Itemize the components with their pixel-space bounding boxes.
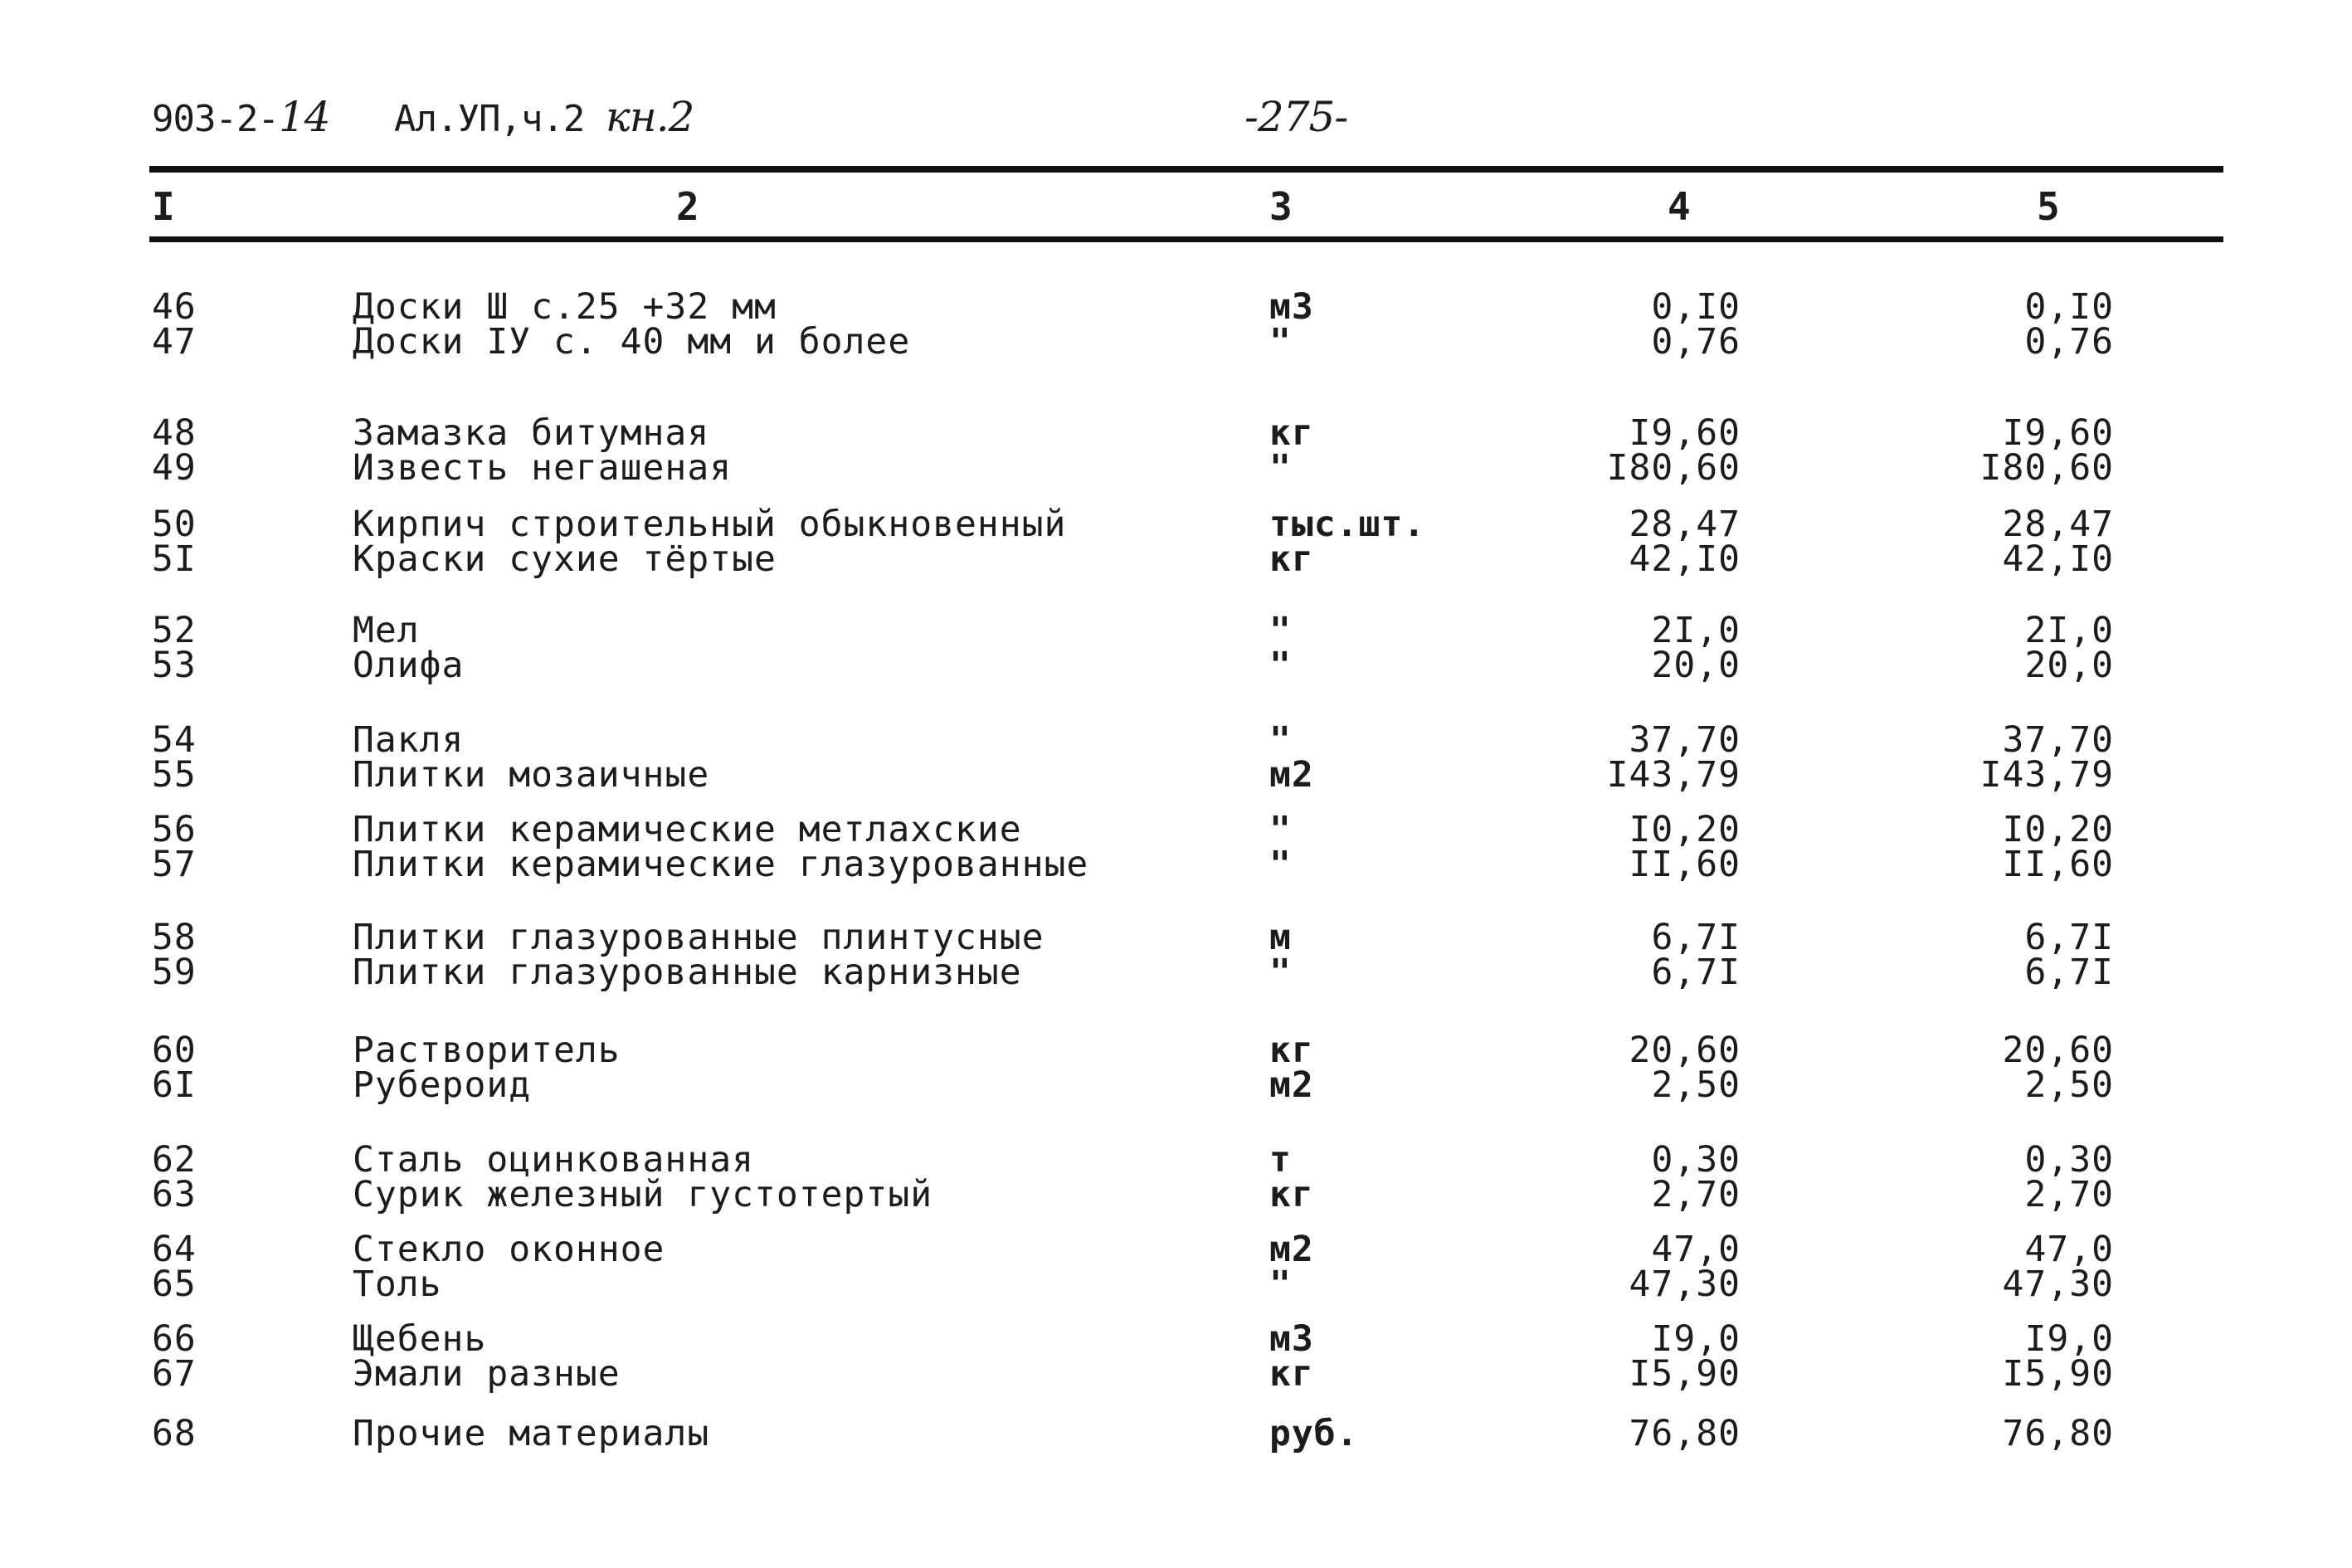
quantity-column-4: 0,76 (1651, 321, 1741, 363)
quantity-column-4: 28,47 (1629, 504, 1741, 545)
row-number: 56 (152, 809, 197, 850)
row-number: 64 (152, 1229, 197, 1270)
table-top-rule (149, 166, 2223, 173)
unit-of-measure: " (1269, 1264, 1292, 1305)
quantity-column-4: 6,7I (1651, 952, 1741, 993)
material-name: Сурик железный густотертый (353, 1174, 933, 1215)
quantity-column-5: 20,60 (2002, 1030, 2114, 1071)
table-header-rule (149, 236, 2223, 242)
unit-of-measure: " (1269, 645, 1292, 686)
quantity-column-5: 42,I0 (2002, 538, 2114, 580)
material-name: Плитки керамические глазурованные (353, 844, 1089, 885)
material-name: Плитки глазурованные карнизные (353, 952, 1022, 993)
material-name: Замазка битумная (353, 412, 710, 454)
column-number-4: 4 (1668, 184, 1691, 229)
material-name: Щебень (353, 1318, 487, 1360)
row-number: 59 (152, 952, 197, 993)
row-number: 67 (152, 1353, 197, 1395)
unit-of-measure: кг (1269, 538, 1314, 580)
page-number: -275- (1244, 93, 1348, 141)
quantity-column-4: 20,0 (1651, 645, 1741, 686)
quantity-column-4: 47,0 (1651, 1229, 1741, 1270)
album-reference-handwritten: кн.2 (605, 93, 694, 141)
unit-of-measure: м3 (1269, 286, 1314, 328)
column-number-3: 3 (1269, 184, 1293, 229)
material-name: Доски IУ с. 40 мм и более (353, 321, 911, 363)
project-code-typed: 903-2- (152, 98, 279, 140)
quantity-column-4: 2,70 (1651, 1174, 1741, 1215)
row-number: 53 (152, 645, 197, 686)
row-number: 52 (152, 610, 197, 651)
unit-of-measure: " (1269, 719, 1292, 761)
quantity-column-5: I80,60 (1979, 447, 2114, 489)
material-name: Кирпич строительный обыкновенный (353, 504, 1067, 545)
row-number: 68 (152, 1413, 197, 1454)
quantity-column-5: II,60 (2002, 844, 2114, 885)
table-row (0, 1266, 2352, 1303)
quantity-column-5: I9,0 (2024, 1318, 2114, 1360)
material-name: Пакля (353, 719, 465, 761)
quantity-column-5: 2,70 (2024, 1174, 2114, 1215)
row-number: 65 (152, 1264, 197, 1305)
table-row (0, 1353, 2352, 1395)
material-name: Плитки мозаичные (353, 754, 710, 796)
material-name: Прочие материалы (353, 1413, 710, 1454)
table-row (0, 1176, 2352, 1214)
material-name: Доски Ш с.25 +32 мм (353, 286, 777, 328)
quantity-column-4: 0,30 (1651, 1139, 1741, 1181)
material-name: Плитки керамические метлахские (353, 809, 1022, 850)
unit-of-measure: " (1269, 610, 1292, 651)
unit-of-measure: м (1269, 917, 1292, 958)
table-row (0, 447, 2352, 489)
quantity-column-5: 20,0 (2024, 645, 2114, 686)
quantity-column-5: 47,0 (2024, 1229, 2114, 1270)
unit-of-measure: кг (1269, 1030, 1314, 1071)
quantity-column-4: 37,70 (1629, 719, 1741, 761)
row-number: 60 (152, 1030, 197, 1071)
quantity-column-5: I43,79 (1979, 754, 2114, 796)
table-row (0, 954, 2352, 991)
project-code-handwritten: 14 (278, 93, 330, 141)
material-name: Рубероид (353, 1064, 532, 1106)
material-name: Плитки глазурованные плинтусные (353, 917, 1045, 958)
material-name: Известь негашеная (353, 447, 733, 489)
row-number: 57 (152, 844, 197, 885)
quantity-column-4: 0,I0 (1651, 286, 1741, 328)
quantity-column-4: I9,60 (1629, 412, 1741, 454)
quantity-column-4: I43,79 (1606, 754, 1741, 796)
unit-of-measure: " (1269, 809, 1292, 850)
quantity-column-4: I0,20 (1629, 809, 1741, 850)
row-number: 58 (152, 917, 197, 958)
unit-of-measure: тыс.шт. (1269, 504, 1426, 545)
quantity-column-5: 0,76 (2024, 321, 2114, 363)
quantity-column-4: I9,0 (1651, 1318, 1741, 1360)
quantity-column-4: 42,I0 (1629, 538, 1741, 580)
material-name: Олифа (353, 645, 465, 686)
quantity-column-5: 6,7I (2024, 917, 2114, 958)
quantity-column-4: I5,90 (1629, 1353, 1741, 1395)
quantity-column-4: 76,80 (1629, 1413, 1741, 1454)
table-row (0, 647, 2352, 684)
unit-of-measure: м3 (1269, 1318, 1314, 1360)
row-number: 55 (152, 754, 197, 796)
unit-of-measure: " (1269, 844, 1292, 885)
unit-of-measure: м2 (1269, 754, 1314, 796)
quantity-column-5: 76,80 (2002, 1413, 2114, 1454)
quantity-column-5: I0,20 (2002, 809, 2114, 850)
album-reference-typed: Ал.УП,ч.2 (394, 98, 585, 140)
row-number: 62 (152, 1139, 197, 1181)
material-name: Эмали разные (353, 1353, 621, 1395)
unit-of-measure: т (1269, 1139, 1292, 1181)
table-row (0, 538, 2352, 580)
quantity-column-5: 2,50 (2024, 1064, 2114, 1106)
material-name: Краски сухие тёртые (353, 538, 777, 580)
quantity-column-4: 2,50 (1651, 1064, 1741, 1106)
unit-of-measure: руб. (1269, 1413, 1359, 1454)
column-number-5: 5 (2037, 184, 2060, 229)
table-row (0, 1415, 2352, 1453)
quantity-column-4: II,60 (1629, 844, 1741, 885)
quantity-column-5: 47,30 (2002, 1264, 2114, 1305)
quantity-column-4: 47,30 (1629, 1264, 1741, 1305)
unit-of-measure: " (1269, 952, 1292, 993)
quantity-column-5: 0,30 (2024, 1139, 2114, 1181)
row-number: 47 (152, 321, 197, 363)
unit-of-measure: " (1269, 447, 1292, 489)
column-number-1: I (152, 184, 175, 229)
material-name: Стекло оконное (353, 1229, 665, 1270)
quantity-column-4: 20,60 (1629, 1030, 1741, 1071)
row-number: 63 (152, 1174, 197, 1215)
quantity-column-4: 6,7I (1651, 917, 1741, 958)
row-number: 66 (152, 1318, 197, 1360)
unit-of-measure: кг (1269, 1353, 1314, 1395)
quantity-column-5: 2I,0 (2024, 610, 2114, 651)
row-number: 46 (152, 286, 197, 328)
quantity-column-5: I5,90 (2002, 1353, 2114, 1395)
column-number-2: 2 (676, 184, 699, 229)
row-number: 49 (152, 447, 197, 489)
table-row (0, 846, 2352, 884)
row-number: 48 (152, 412, 197, 454)
table-row (0, 321, 2352, 363)
quantity-column-5: 6,7I (2024, 952, 2114, 993)
album-reference (394, 93, 694, 141)
material-name: Толь (353, 1264, 442, 1305)
row-number: 5I (152, 538, 197, 580)
quantity-column-5: 37,70 (2002, 719, 2114, 761)
quantity-column-5: 0,I0 (2024, 286, 2114, 328)
row-number: 54 (152, 719, 197, 761)
unit-of-measure: " (1269, 321, 1292, 363)
unit-of-measure: кг (1269, 1174, 1314, 1215)
row-number: 6I (152, 1064, 197, 1106)
unit-of-measure: кг (1269, 412, 1314, 454)
material-name: Сталь оцинкованная (353, 1139, 754, 1181)
material-name: Мел (353, 610, 420, 651)
quantity-column-5: 28,47 (2002, 504, 2114, 545)
quantity-column-4: 2I,0 (1651, 610, 1741, 651)
row-number: 50 (152, 504, 197, 545)
unit-of-measure: м2 (1269, 1229, 1314, 1270)
quantity-column-4: I80,60 (1606, 447, 1741, 489)
quantity-column-5: I9,60 (2002, 412, 2114, 454)
material-name: Растворитель (353, 1030, 621, 1071)
table-row (0, 754, 2352, 796)
project-code (152, 93, 330, 141)
table-row (0, 1064, 2352, 1106)
unit-of-measure: м2 (1269, 1064, 1314, 1106)
